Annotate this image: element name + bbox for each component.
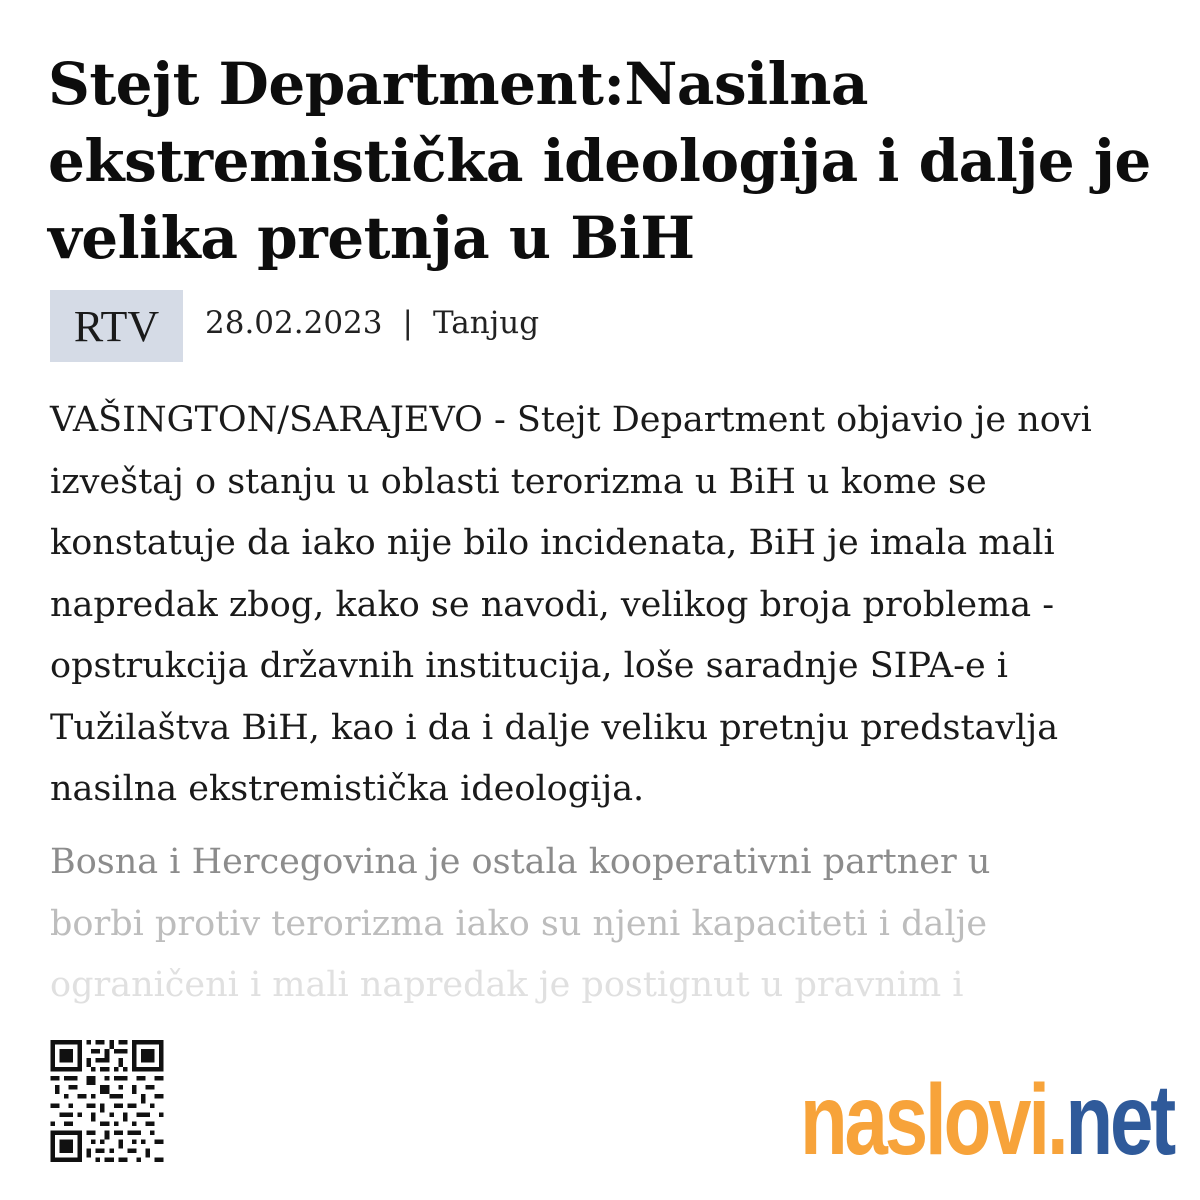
fade-line: Bosna i Hercegovina je ostala kooperativni partner u <box>50 842 991 882</box>
source-badge[interactable]: RTV <box>50 290 183 362</box>
logo-tld: net <box>1065 1064 1174 1176</box>
qr-code-icon[interactable] <box>50 1040 164 1162</box>
fade-line: borbi protiv terorizma iako su njeni kapaciteti i dalje <box>50 903 988 944</box>
fade-line: ograničeni i mali napredak je postignut u pravnim i <box>50 965 964 1005</box>
article-meta <box>50 290 539 362</box>
logo-dot: . <box>1046 1064 1066 1176</box>
article-agency: Tanjug <box>432 305 540 341</box>
naslovi-logo[interactable] <box>800 1060 1174 1176</box>
meta-separator: | <box>402 305 413 341</box>
logo-brand: naslovi <box>800 1064 1047 1176</box>
article-body: VAŠINGTON/SARAJEVO - Stejt Department objavio je novi izveštaj o stanju u oblasti terorizma u BiH u kome se konstatuje da iako nije bilo incidenata, BiH je imala mali napredak zbog, kako se navodi, velikog broja problema - opstrukcija državnih institucija, loše saradnje SIPA-e i Tužilaštva BiH, kao i da i dalje veliku pretnju predstavlja nasilna ekstremistička ideologija. <box>50 400 1092 809</box>
meta-text <box>205 305 539 341</box>
article-headline: Stejt Department:Nasilna ekstremistička ideologija i dalje je velika pretnja u BiH <box>48 50 1151 272</box>
article-body-fade <box>50 832 1160 1017</box>
article-date: 28.02.2023 <box>205 305 383 341</box>
